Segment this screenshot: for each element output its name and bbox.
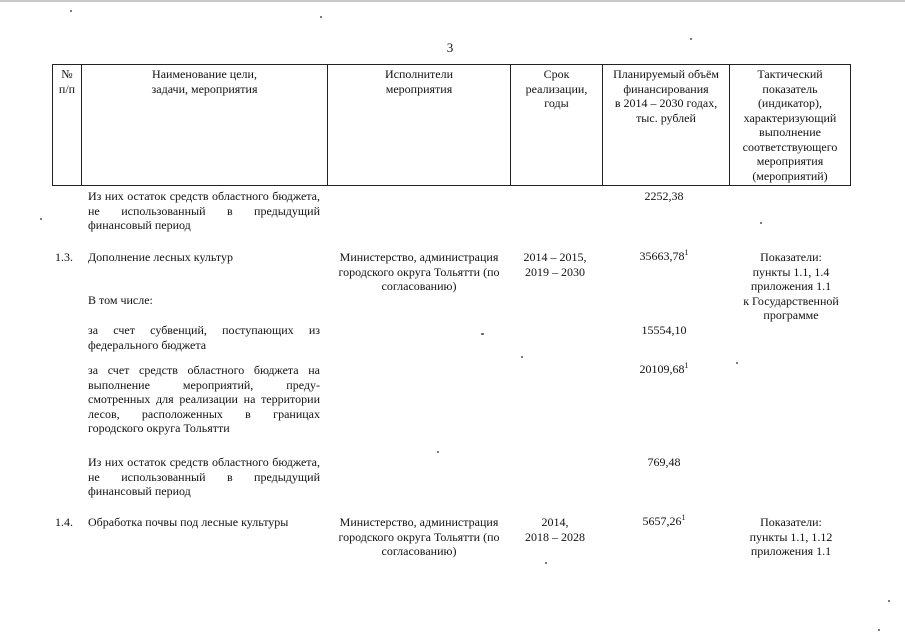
row-name: Из них остаток средств областного бюджета, не использованный в предыдущий финансовый период [88, 455, 320, 499]
header-name: Наименование цели, задачи, мероприятия [82, 65, 328, 185]
scan-speck [521, 356, 523, 358]
row-financing: 769,48 [647, 455, 681, 469]
table-header [52, 64, 851, 186]
header-executors: Исполнители мероприятия [328, 65, 511, 185]
row-name: Дополнение лесных культур [88, 250, 234, 264]
footnote-mark: 1 [681, 513, 686, 522]
page-number: 3 [446, 40, 454, 55]
row-term: 2014 – 2015, 2019 – 2030 [523, 250, 587, 279]
row-financing-cell [605, 362, 723, 377]
scan-speck [70, 10, 72, 12]
scan-speck [690, 38, 692, 40]
row-financing: 2252,38 [644, 189, 684, 203]
row-name: Из них остаток средств областного бюджета, не использованный в предыдущий финансовый период [88, 189, 320, 233]
row-name: за счет субвенций, поступающих из федерального бюджета [88, 323, 320, 352]
row-financing: 15554,10 [641, 323, 687, 337]
page-top-edge [0, 0, 905, 2]
row-indicator: Показатели: пункты 1.1, 1.4 приложения 1.1 к Государственной программе [743, 250, 839, 323]
row-indicator: Показатели: пункты 1.1, 1.12 приложения 1.1 [749, 515, 833, 559]
scan-speck [888, 600, 890, 602]
row-financing: 20109,68 [639, 362, 685, 376]
header-num: № п/п [53, 65, 82, 185]
scan-speck [545, 562, 547, 564]
scan-speck [760, 222, 762, 224]
row-executors: Министерство, администрация городского округа Тольятти (по согласованию) [338, 515, 500, 559]
scan-speck [736, 362, 738, 364]
row-term: 2014, 2018 – 2028 [525, 515, 585, 544]
row-financing: 35663,78 [639, 249, 685, 263]
scan-speck [40, 218, 42, 220]
scan-speck [437, 451, 439, 453]
row-financing: 5657,26 [642, 514, 682, 528]
header-financing: Планируемый объём финансирования в 2014 – 2030 годах, тыс. рублей [603, 65, 730, 185]
scan-speck [320, 16, 322, 18]
row-name: Обработка почвы под лесные культуры [88, 515, 289, 529]
scan-speck [481, 333, 484, 335]
row-financing-cell [605, 514, 723, 529]
footnote-mark: 1 [684, 248, 689, 257]
row-financing-cell [605, 249, 723, 264]
header-indicator: Тактический показатель (индикатор), характеризующий выполнение соответствующего мероприятия (мероприятий) [742, 67, 838, 183]
row-name: за счет средств областного бюджета на выполнение мероприятий, преду-смотренных для реализации на территории лесов, расположенных в границах городского округа Тольятти [88, 363, 320, 436]
row-name: В том числе: [88, 293, 153, 307]
row-number: 1.3. [55, 250, 73, 264]
footnote-mark: 1 [684, 361, 689, 370]
row-number: 1.4. [55, 515, 73, 529]
scan-speck [878, 629, 880, 631]
row-executors: Министерство, администрация городского округа Тольятти (по согласованию) [338, 250, 500, 294]
header-term: Срок реализации, годы [511, 65, 603, 185]
